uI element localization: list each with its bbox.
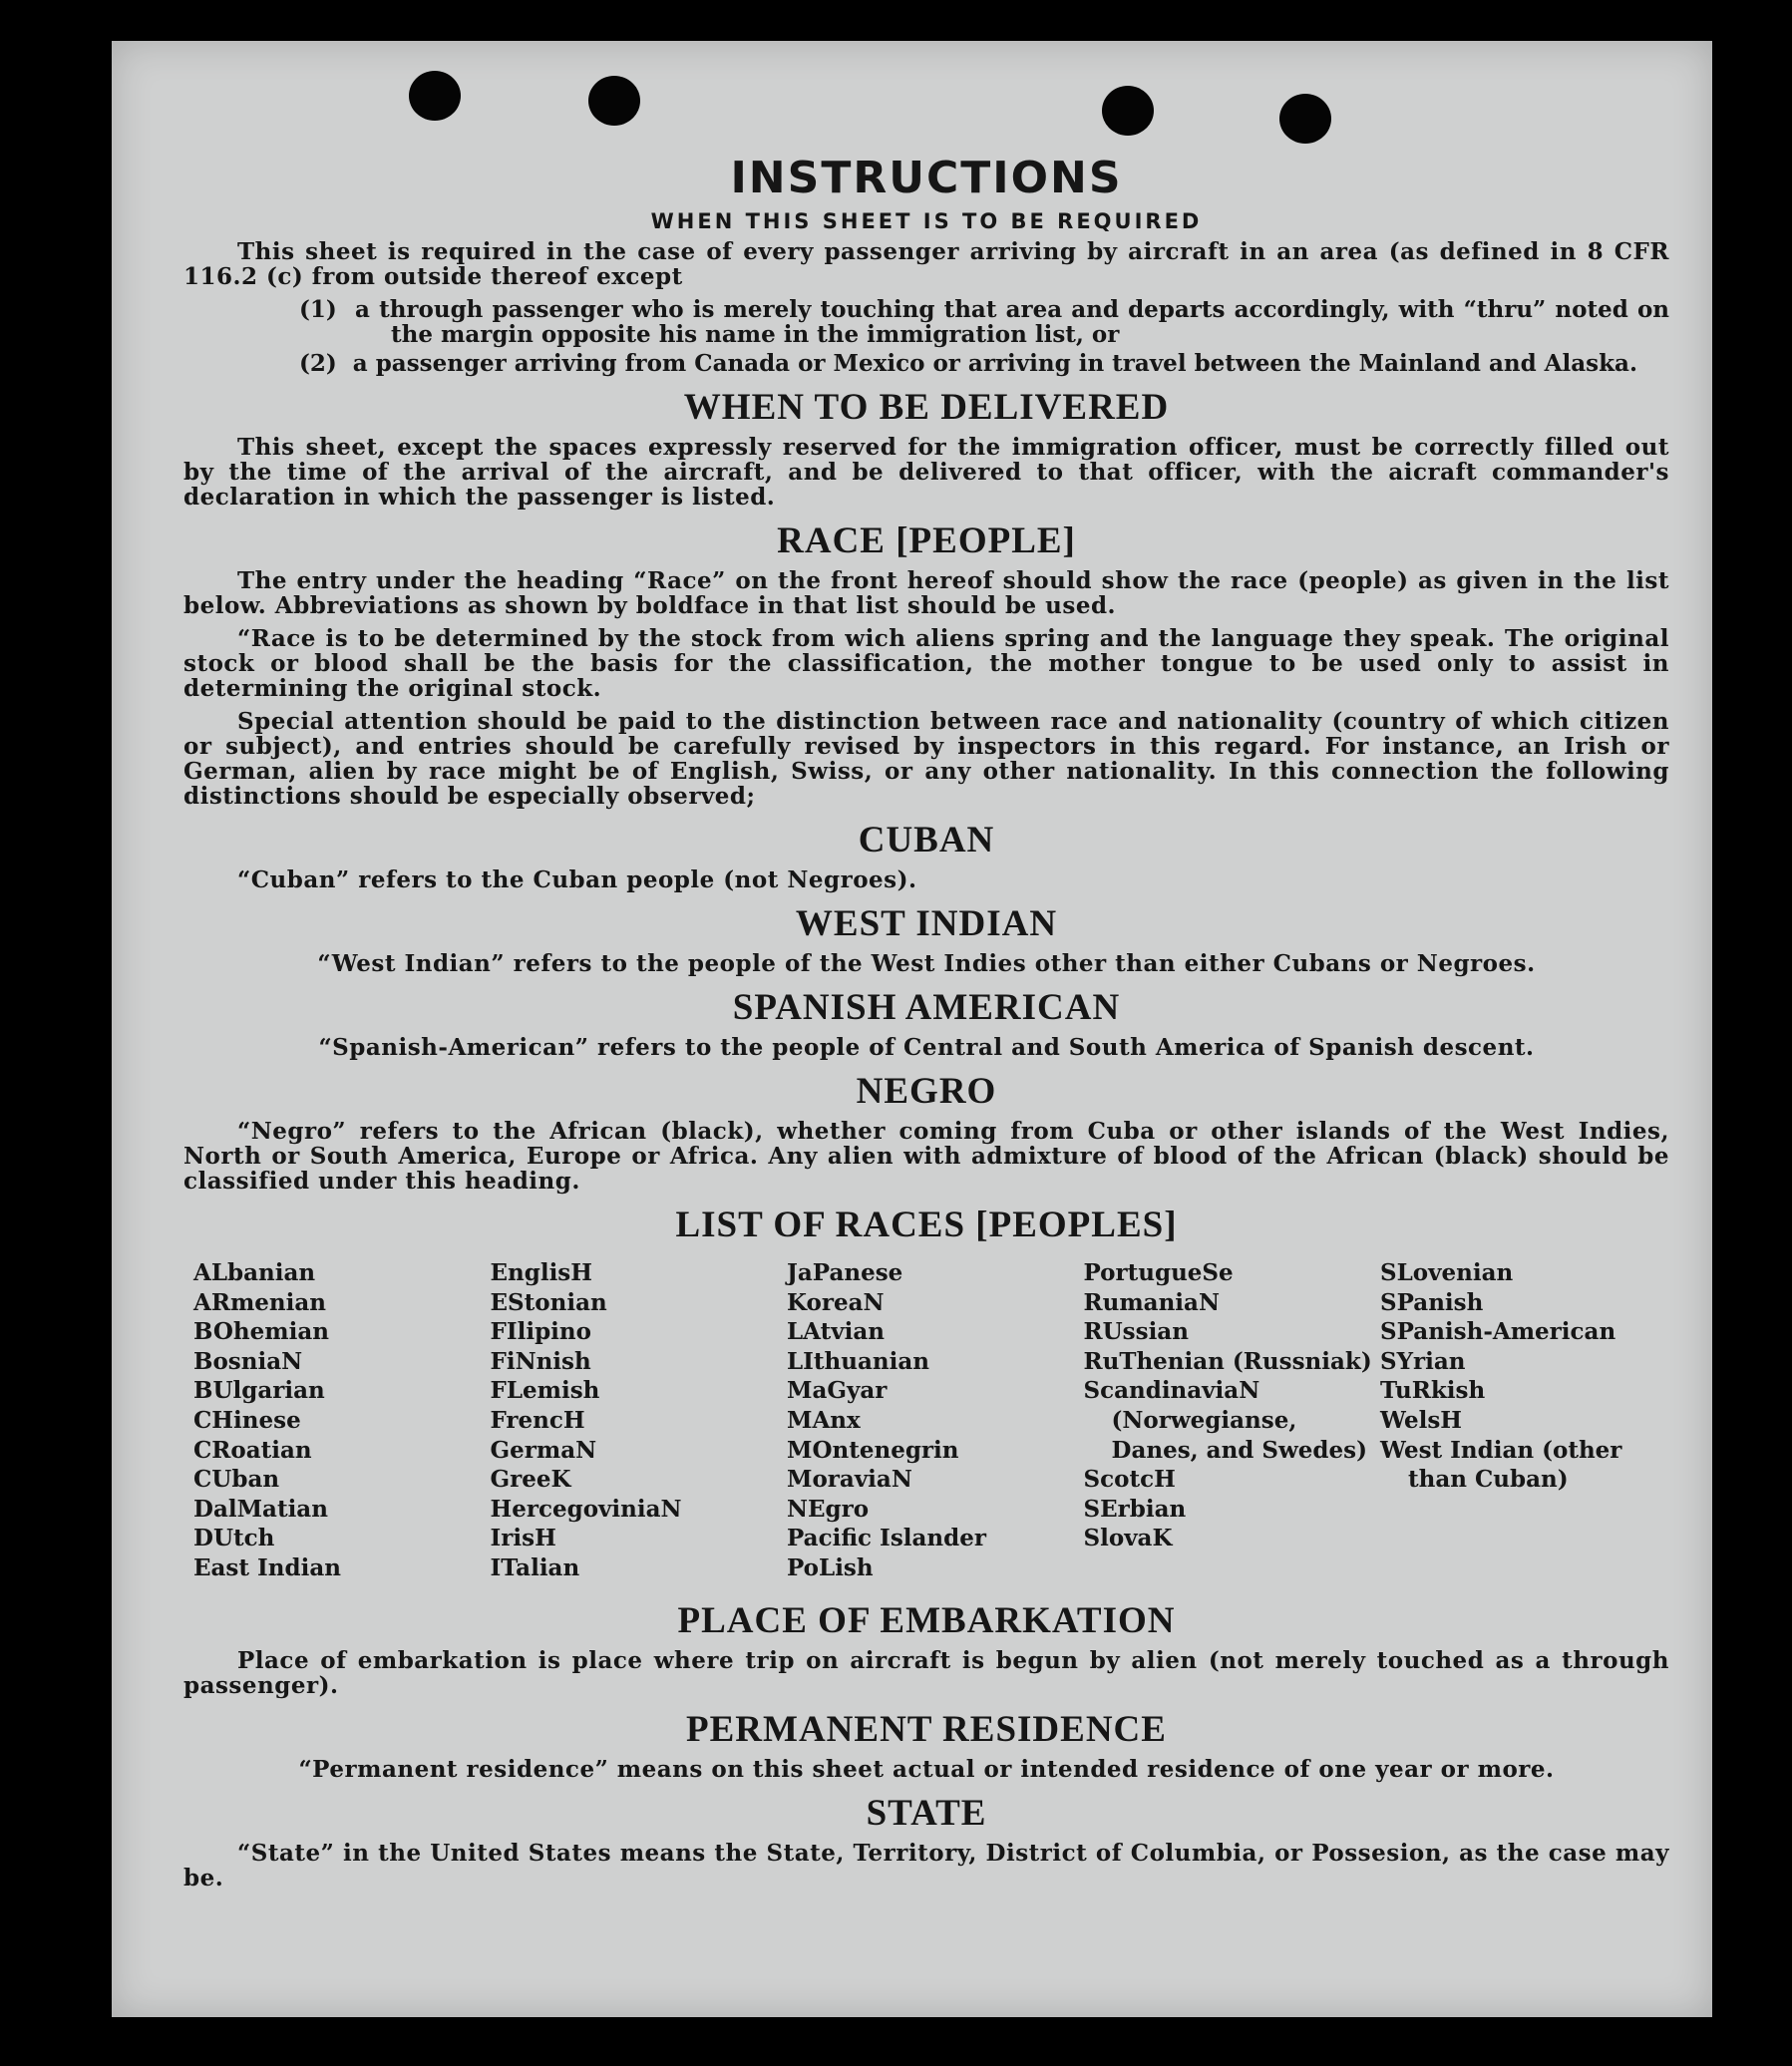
race-item: CUban [193, 1466, 280, 1494]
race-item: WelsH [1380, 1406, 1463, 1434]
exception-text: a through passenger who is merely touching that area and departs accordingly, with “thru” noted on the margin opposite his name in the immigration list, or [355, 296, 1670, 348]
page-title: INSTRUCTIONS [730, 153, 1123, 203]
exceptions-list [183, 297, 1669, 376]
race-item: GermaN [490, 1436, 597, 1464]
race-item: FIlipino [490, 1318, 591, 1346]
race-item: BUlgarian [193, 1377, 325, 1405]
race-item: IrisH [490, 1525, 556, 1552]
race-column [1084, 1258, 1373, 1583]
cuban-paragraph: “Cuban” refers to the Cuban people (not Negroes). [237, 866, 917, 893]
race-item: SlovaK [1083, 1525, 1173, 1552]
punch-hole [588, 76, 640, 126]
section-heading-state: STATE [866, 1792, 987, 1834]
race-item: MoraviaN [787, 1466, 912, 1494]
race-item: FLemish [490, 1377, 600, 1405]
race-item: SErbian [1083, 1495, 1187, 1523]
race-item: SPanish-American [1380, 1318, 1616, 1346]
section-heading-embarkation: PLACE OF EMBARKATION [677, 1599, 1176, 1641]
delivered-paragraph: This sheet, except the spaces expressly reserved for the immigration officer, must be correctly filled out by the time of the arrival of the aircraft, and be delivered to that officer, with the aicraft commander's declaration in which the passenger is listed. [183, 434, 1669, 511]
race-item: ALbanian [193, 1259, 316, 1286]
race-item: EnglisH [490, 1259, 592, 1286]
document-page [112, 41, 1712, 2017]
punch-hole [409, 71, 461, 121]
section-heading-delivered: WHEN TO BE DELIVERED [683, 387, 1170, 428]
race-item: RumaniaN [1083, 1288, 1220, 1316]
race-item: EStonian [490, 1288, 607, 1316]
race-item: PoLish [787, 1553, 874, 1581]
race-item: KoreaN [787, 1288, 885, 1316]
race-column [491, 1258, 780, 1583]
race-item: FrencH [490, 1406, 585, 1434]
race-item: NEgro [787, 1495, 870, 1523]
race-column [193, 1258, 483, 1583]
section-heading-negro: NEGRO [856, 1071, 997, 1112]
spanish-american-paragraph: “Spanish-American” refers to the people of Central and South America of Spanish descent. [318, 1034, 1535, 1061]
punch-hole [1279, 94, 1331, 144]
race-item: CRoatian [193, 1436, 312, 1464]
race-item: BOhemian [193, 1318, 329, 1346]
exception-item [299, 297, 1669, 347]
race-item: BosniaN [193, 1347, 303, 1375]
section-heading-list-of-races: LIST OF RACES [PEOPLES] [675, 1205, 1178, 1245]
exception-number: (1) [299, 296, 337, 323]
race-paragraph-2: “Race is to be determined by the stock from wich aliens spring and the language they speak. The original stock or blood shall be the basis for the classification, the mother tongue to be used only to assist in determining the original stock. [183, 625, 1669, 702]
race-item: TuRkish [1380, 1377, 1486, 1405]
exception-text: a passenger arriving from Canada or Mexico or arriving in travel between the Mainland and Alaska. [352, 350, 1637, 377]
state-paragraph: “State” in the United States means the State, Territory, District of Columbia, or Possesion, as the case may be. [183, 1839, 1669, 1892]
exception-item [299, 351, 1669, 376]
race-item: East Indian [193, 1553, 341, 1581]
race-item: Pacific Islander [787, 1525, 986, 1552]
race-paragraph-3: Special attention should be paid to the distinction between race and nationality (country of which citizen or subject), and entries should be carefully revised by inspectors in this regard. For instance, an Irish or German, alien by race might be of English, Swiss, or any other nationality. In this connection the following distinctions should be especially observed; [183, 708, 1669, 810]
section-heading-residence: PERMANENT RESIDENCE [686, 1708, 1167, 1750]
race-item: SYrian [1380, 1347, 1466, 1375]
race-column [1380, 1258, 1669, 1583]
race-item: SLovenian [1380, 1259, 1514, 1286]
race-item: HercegoviniaN [490, 1495, 682, 1523]
race-item: ITalian [490, 1553, 580, 1581]
residence-paragraph: “Permanent residence” means on this sheet actual or intended residence of one year or more. [298, 1755, 1555, 1783]
race-item: RUssian [1083, 1318, 1189, 1346]
west-indian-paragraph: “West Indian” refers to the people of the West Indies other than either Cubans or Negroes. [317, 950, 1536, 977]
race-item: SPanish [1380, 1288, 1484, 1316]
race-list [183, 1252, 1669, 1589]
race-item: PortugueSe [1083, 1259, 1234, 1286]
race-item: West Indian (other than Cuban) [1380, 1436, 1622, 1494]
race-paragraph-1: The entry under the heading “Race” on the front hereof should show the race (people) as given in the list below. Abbreviations as shown by boldface in that list should be used. [183, 567, 1669, 619]
punch-hole [1102, 86, 1154, 136]
race-item: LIthuanian [787, 1347, 929, 1375]
race-item: ScotcH [1083, 1466, 1176, 1494]
race-item: RuThenian (Russniak) [1083, 1347, 1372, 1375]
page-subtitle: WHEN THIS SHEET IS TO BE REQUIRED [650, 209, 1203, 233]
race-column [787, 1258, 1076, 1583]
race-item: ScandinaviaN (Norwegianse, Danes, and Swedes) [1083, 1377, 1367, 1464]
embarkation-paragraph: Place of embarkation is place where trip on aircraft is begun by alien (not merely touched as a through passenger). [183, 1646, 1669, 1699]
intro-paragraph: This sheet is required in the case of every passenger arriving by aircraft in an area (as defined in 8 CFR 116.2 (c) from outside thereof except [183, 238, 1669, 290]
race-item: DalMatian [193, 1495, 328, 1523]
race-item: MAnx [787, 1406, 861, 1434]
section-heading-west-indian: WEST INDIAN [795, 903, 1058, 944]
negro-paragraph: “Negro” refers to the African (black), whether coming from Cuba or other islands of the West Indies, North or South America, Europe or Africa. Any alien with admixture of blood of the African (black) should be classified under this heading. [183, 1118, 1669, 1195]
race-item: JaPanese [787, 1259, 903, 1286]
exception-number: (2) [299, 350, 337, 377]
race-item: MOntenegrin [787, 1436, 959, 1464]
race-item: ARmenian [193, 1288, 327, 1316]
race-item: DUtch [193, 1525, 275, 1552]
section-heading-spanish-american: SPANISH AMERICAN [732, 987, 1121, 1028]
race-item: CHinese [193, 1406, 301, 1434]
section-heading-race: RACE [PEOPLE] [777, 520, 1076, 561]
race-item: FiNnish [490, 1347, 591, 1375]
race-item: GreeK [490, 1466, 571, 1494]
race-item: LAtvian [787, 1318, 885, 1346]
race-item: MaGyar [787, 1377, 888, 1405]
section-heading-cuban: CUBAN [858, 820, 995, 861]
